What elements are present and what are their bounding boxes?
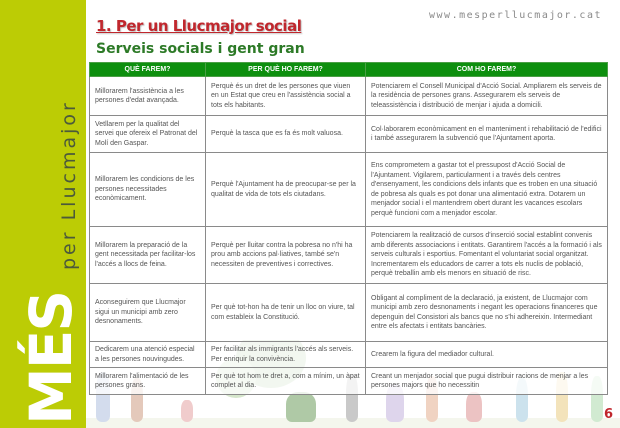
cell-how: Obligant al compliment de la declaració, ja existent, de Llucmajor com municipi amb zero desnonaments i negant les operacions financeres que depenguin del Consistori als bancs que no s'hi adhereixin. Intermediant entre els afectats i entitats bancàries. [366, 284, 608, 342]
sidebar-band [0, 0, 86, 428]
cell-why: Per què tot-hon ha de tenir un lloc on viure, tal com estableix la Constitució. [206, 284, 366, 342]
table-row [90, 77, 608, 116]
mes-logo: MÉS [17, 291, 85, 425]
column-header-what: QUÈ FAREM? [90, 63, 206, 77]
table-row [90, 368, 608, 395]
table-row [90, 227, 608, 284]
cell-how: Crearem la figura del mediador cultural. [366, 342, 608, 368]
cell-what: Millorarem l'alimentació de les persones grans. [90, 368, 206, 395]
cell-why: Perquè és un dret de les persones que viuen en un Estat que creu en l'assistència social a tots els habitants. [206, 77, 366, 116]
cell-what: Millorarem les condicions de les persones necessitades econòmicament. [90, 153, 206, 227]
cell-why: Perquè l'Ajuntament ha de preocupar-se per la qualitat de vida de tots els ciutadans. [206, 153, 366, 227]
bush-icon [286, 392, 316, 422]
column-header-why: PER QUÈ HO FAREM? [206, 63, 366, 77]
section-title: 1. Per un Llucmajor social [96, 17, 302, 35]
table-row [90, 153, 608, 227]
table-row [90, 284, 608, 342]
cell-why: Perquè per lluitar contra la pobresa no n'hi ha prou amb accions pal·liatives, també se'n necessiten de preventives i correctives. [206, 227, 366, 284]
cell-how: Potenciarem el Consell Municipal d'Acció Social. Ampliarem els serveis de la residència de persones grans. Assegurarem els serveis de teleassistència i distribució de menjar i ajuda a domicili. [366, 77, 608, 116]
sidebar-tagline: per Llucmajor [58, 100, 80, 270]
site-url: www.mesperllucmajor.cat [429, 10, 602, 21]
table-row [90, 116, 608, 153]
cell-what: Millorarem l'assistència a les persones d'edat avançada. [90, 77, 206, 116]
person-figure-icon [181, 400, 193, 422]
wheelchair-figure-icon [466, 392, 482, 422]
cell-why: Per facilitar als immigrants l'accés als serveis. Per enriquir la convivència. [206, 342, 366, 368]
cell-how: Potenciarem la realització de cursos d'inserció social establint convenis amb diferents associacions i entitats. Garantirem l'accés a la formació i als serveis culturals i esportius. Fomentant el voluntariat social organitzat. Incrementarem els educadors de carrer a tots els nuclis de població, perquè treballin amb els menors en situació de risc. [366, 227, 608, 284]
cell-why: Per què tot hom te dret a, com a mínim, un àpat complet al dia. [206, 368, 366, 395]
cell-what: Millorarem la preparació de la gent necessitada per facilitar-los l'accés a llocs de feina. [90, 227, 206, 284]
column-header-how: COM HO FAREM? [366, 63, 608, 77]
ground-strip [86, 418, 620, 428]
cell-what: Vetllarem per la qualitat del servei que ofereix el Patronat del Molí den Gaspar. [90, 116, 206, 153]
cell-how: Creant un menjador social que pugui distribuir racions de menjar a les persones majors que ho necessitin [366, 368, 608, 395]
cell-how: Ens comprometem a gastar tot el pressupost d'Acció Social de l'Ajuntament. Vigilarem, particularment i a través dels centres d'ensenyament, les condicions dels infants que es troben en una situació de pobresa als quals es pot donar una alimentació extra. Dotarem un menjador social i el mantendrem obert durant les vacances escolars perquè funcioni com a menjador escolar. [366, 153, 608, 227]
cell-what: Dedicarem una atenció especial a les persones nouvingudes. [90, 342, 206, 368]
cell-why: Perquè la tasca que es fa és molt valuosa. [206, 116, 366, 153]
plan-table [89, 62, 608, 395]
subsection-title: Serveis socials i gent gran [96, 41, 305, 57]
table-header-row [90, 63, 608, 77]
cell-what: Aconseguirem que Llucmajor sigui un municipi amb zero desnonaments. [90, 284, 206, 342]
table-row [90, 342, 608, 368]
cell-how: Col·laborarem econòmicament en el manteniment i rehabilitació de l'edifici i també assegurarem la subvenció que l'Ajuntament aporta. [366, 116, 608, 153]
page-number: 6 [603, 407, 613, 422]
